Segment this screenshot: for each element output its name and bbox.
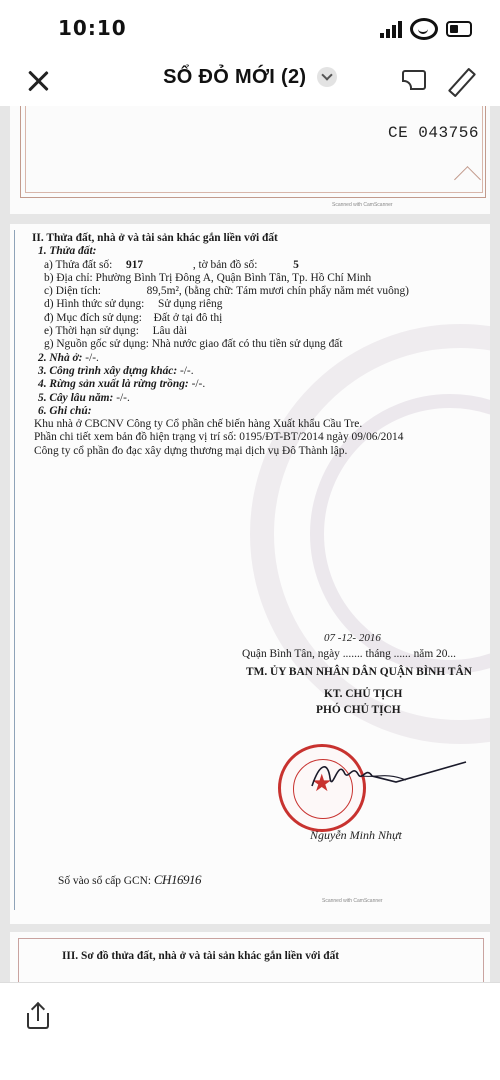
status-icons — [380, 18, 472, 40]
usage-form-row — [32, 298, 487, 311]
battery-icon — [446, 21, 472, 37]
forest-row — [32, 378, 487, 391]
usage-purpose-label: đ) Mục đích sử dụng: — [44, 311, 142, 324]
perennial-row — [32, 392, 487, 405]
area-row — [32, 285, 487, 298]
parcel-label: a) Thửa đất số: — [44, 258, 113, 271]
close-icon[interactable] — [20, 64, 56, 100]
gcn-label: Số vào sổ cấp GCN: — [58, 875, 152, 887]
parcel-number: 917 — [126, 258, 144, 271]
scanner-watermark: Scanned with CamScanner — [332, 202, 393, 208]
notes-heading: 6. Ghi chú: — [38, 404, 92, 417]
map-sheet-number: 5 — [293, 258, 299, 271]
cast-icon[interactable] — [402, 70, 426, 90]
note-line: Công ty cổ phần đo đạc xây dựng thương mại dịch vụ Đô Thành lập. — [34, 444, 348, 457]
house-value: -/-. — [85, 351, 99, 364]
usage-origin-row: g) Nguồn gốc sử dụng: Nhà nước giao đất có thu tiền sử dụng đất — [44, 338, 343, 351]
usage-form-label: d) Hình thức sử dụng: — [44, 298, 145, 311]
document-page-3 — [10, 932, 490, 982]
area-value: 89,5m², (bằng chữ: Tám mươi chín phẩy năm mét vuông) — [146, 285, 409, 298]
gcn-number: CH16916 — [153, 872, 201, 887]
land-heading: 1. Thửa đất: — [38, 245, 97, 258]
edit-pencil-icon[interactable] — [444, 66, 474, 96]
document-page-1 — [10, 106, 490, 214]
signer-name: Nguyễn Minh Nhựt — [310, 828, 402, 842]
area-label: c) Diện tích: — [44, 285, 101, 298]
forest-label: 4. Rừng sản xuất là rừng trồng: — [38, 378, 189, 391]
status-bar — [0, 0, 500, 58]
perennial-label: 5. Cây lâu năm: — [38, 391, 114, 404]
construction-label: 3. Công trình xây dựng khác: — [38, 364, 178, 377]
page-border — [20, 106, 486, 198]
scanner-watermark: Scanned with CamScanner — [322, 898, 383, 904]
page-edge-line — [14, 230, 15, 910]
album-title[interactable]: SỔ ĐỎ MỚI (2) — [163, 66, 307, 88]
note-line: Khu nhà ở CBCNV Công ty Cổ phần chế biến hàng Xuất khẩu Cầu Tre. — [34, 418, 363, 431]
issuing-authority: TM. ỦY BAN NHÂN DÂN QUẬN BÌNH TÂN — [246, 666, 472, 678]
map-sheet-label: , tờ bản đồ số: — [192, 258, 258, 271]
house-row — [32, 352, 487, 365]
construction-value: -/-. — [179, 364, 194, 377]
construction-row — [32, 365, 487, 378]
document-viewer[interactable] — [0, 106, 500, 982]
usage-term-label: e) Thời hạn sử dụng: — [44, 325, 139, 338]
chair-title: KT. CHỦ TỊCH — [324, 688, 403, 700]
land-section — [32, 232, 487, 458]
vice-chair-title: PHÓ CHỦ TỊCH — [316, 704, 401, 716]
house-label: 2. Nhà ở: — [38, 351, 83, 364]
certificate-serial: CE 043756 — [388, 124, 479, 142]
address-row: b) Địa chỉ: Phường Bình Trị Đông A, Quận Bình Tân, Tp. Hồ Chí Minh — [44, 271, 372, 284]
usage-term-row — [32, 325, 487, 338]
signal-icon — [380, 20, 402, 38]
chevron-down-icon[interactable] — [317, 67, 337, 87]
forest-value: -/-. — [191, 378, 206, 391]
status-time: 10:10 — [58, 16, 127, 40]
issue-date-line: Quận Bình Tân, ngày ....... tháng ...... năm 20... — [242, 648, 456, 660]
usage-term-value: Lâu dài — [152, 325, 188, 338]
section-title: II. Thửa đất, nhà ở và tài sản khác gắn liền với đất — [32, 232, 278, 244]
usage-purpose-row — [32, 312, 487, 325]
usage-purpose-value: Đất ở tại đô thị — [153, 311, 223, 324]
signature-mark — [306, 742, 476, 812]
usage-form-value: Sử dụng riêng — [158, 298, 223, 311]
share-icon[interactable] — [26, 1003, 50, 1031]
chat-icon — [410, 18, 438, 40]
note-line: Phần chi tiết xem bản đồ hiện trạng vị trí số: 0195/ĐT-BT/2014 ngày 09/06/2014 — [34, 431, 404, 444]
bottom-toolbar — [0, 982, 500, 1080]
handwritten-date: 07 -12- 2016 — [324, 632, 381, 644]
land-parcel-row — [32, 259, 487, 272]
diagram-section-title: III. Sơ đồ thửa đất, nhà ở và tài sản khác gắn liền với đất — [62, 950, 340, 962]
document-page-2 — [10, 224, 490, 924]
top-nav — [0, 58, 500, 106]
gcn-registry-line — [58, 872, 201, 888]
perennial-value: -/-. — [116, 391, 130, 404]
